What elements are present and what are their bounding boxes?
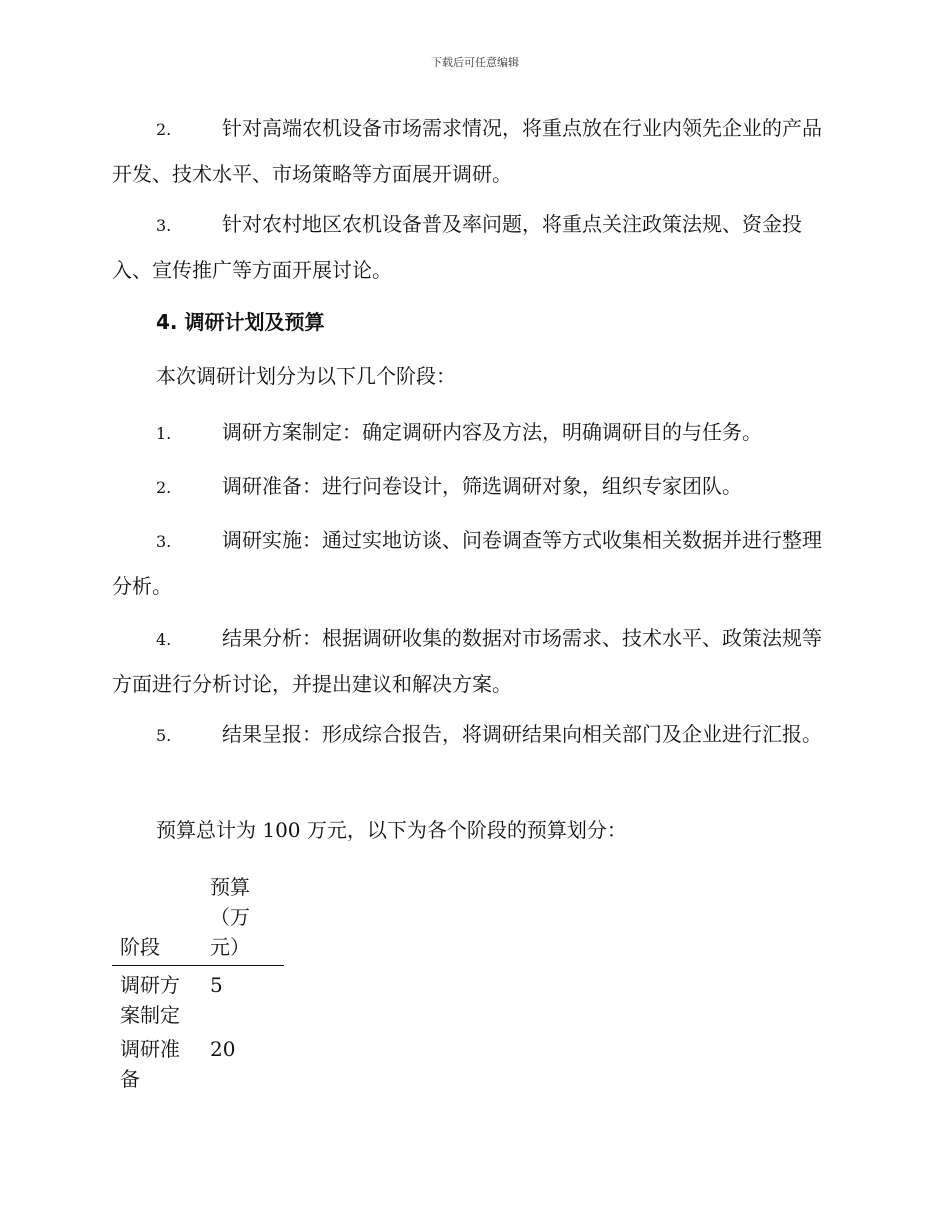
paragraph-item-2: [112, 106, 834, 196]
cell-text: 调研方案制定: [120, 973, 180, 1027]
page-header-note: 下载后可任意编辑: [431, 56, 519, 69]
list-number: 3.: [156, 216, 172, 235]
list-number: 4.: [156, 630, 172, 649]
list-number: 3.: [156, 532, 172, 551]
paragraph-item-3: [112, 202, 834, 292]
table-row: [112, 966, 284, 1031]
stage-item-3: [112, 518, 834, 608]
list-text: 针对农村地区农机设备普及率问题，将重点关注政策法规、资金投入、宣传推广等方面开展讨论。: [112, 212, 802, 282]
section-heading: [112, 300, 834, 344]
stage-item-5: [112, 712, 834, 758]
list-text: 调研准备：进行问卷设计，筛选调研对象，组织专家团队。: [222, 474, 742, 498]
list-text: 调研实施：通过实地访谈、问卷调查等方式收集相关数据并进行整理分析。: [112, 528, 822, 598]
section-heading-text: 4. 调研计划及预算: [156, 310, 325, 334]
intro-text: 本次调研计划分为以下几个阶段：: [156, 364, 456, 388]
column-header-budget-text: 预算（万元）: [210, 875, 250, 959]
table-header-row: [112, 872, 284, 966]
table-cell-stage: [112, 1030, 202, 1094]
column-header-budget: [202, 872, 284, 966]
list-text: 结果分析：根据调研收集的数据对市场需求、技术水平、政策法规等方面进行分析讨论，并提出建议和解决方案。: [112, 626, 822, 696]
table-row: [112, 1030, 284, 1094]
list-number: 2.: [156, 120, 172, 139]
column-header-stage: 阶段: [112, 872, 202, 966]
paragraph-budget-intro: [112, 808, 834, 852]
list-number: 1.: [156, 424, 172, 443]
table-cell-budget: 20: [210, 1037, 236, 1061]
list-number: 5.: [156, 726, 172, 745]
list-number: 2.: [156, 478, 172, 497]
budget-intro-text: 预算总计为 100 万元，以下为各个阶段的预算划分：: [156, 818, 627, 842]
list-text: 针对高端农机设备市场需求情况，将重点放在行业内领先企业的产品开发、技术水平、市场策略等方面展开调研。: [112, 116, 822, 186]
stage-item-4: [112, 616, 834, 706]
stage-item-1: [112, 410, 834, 456]
paragraph-intro: [112, 354, 834, 398]
cell-text: 调研准备: [120, 1037, 180, 1091]
table-cell-budget: 5: [210, 973, 223, 997]
list-text: 调研方案制定：确定调研内容及方法，明确调研目的与任务。: [222, 420, 762, 444]
stage-item-2: [112, 464, 834, 510]
table-cell-stage: [112, 966, 202, 1031]
budget-table: [112, 872, 284, 1094]
list-text: 结果呈报：形成综合报告，将调研结果向相关部门及企业进行汇报。: [222, 722, 822, 746]
